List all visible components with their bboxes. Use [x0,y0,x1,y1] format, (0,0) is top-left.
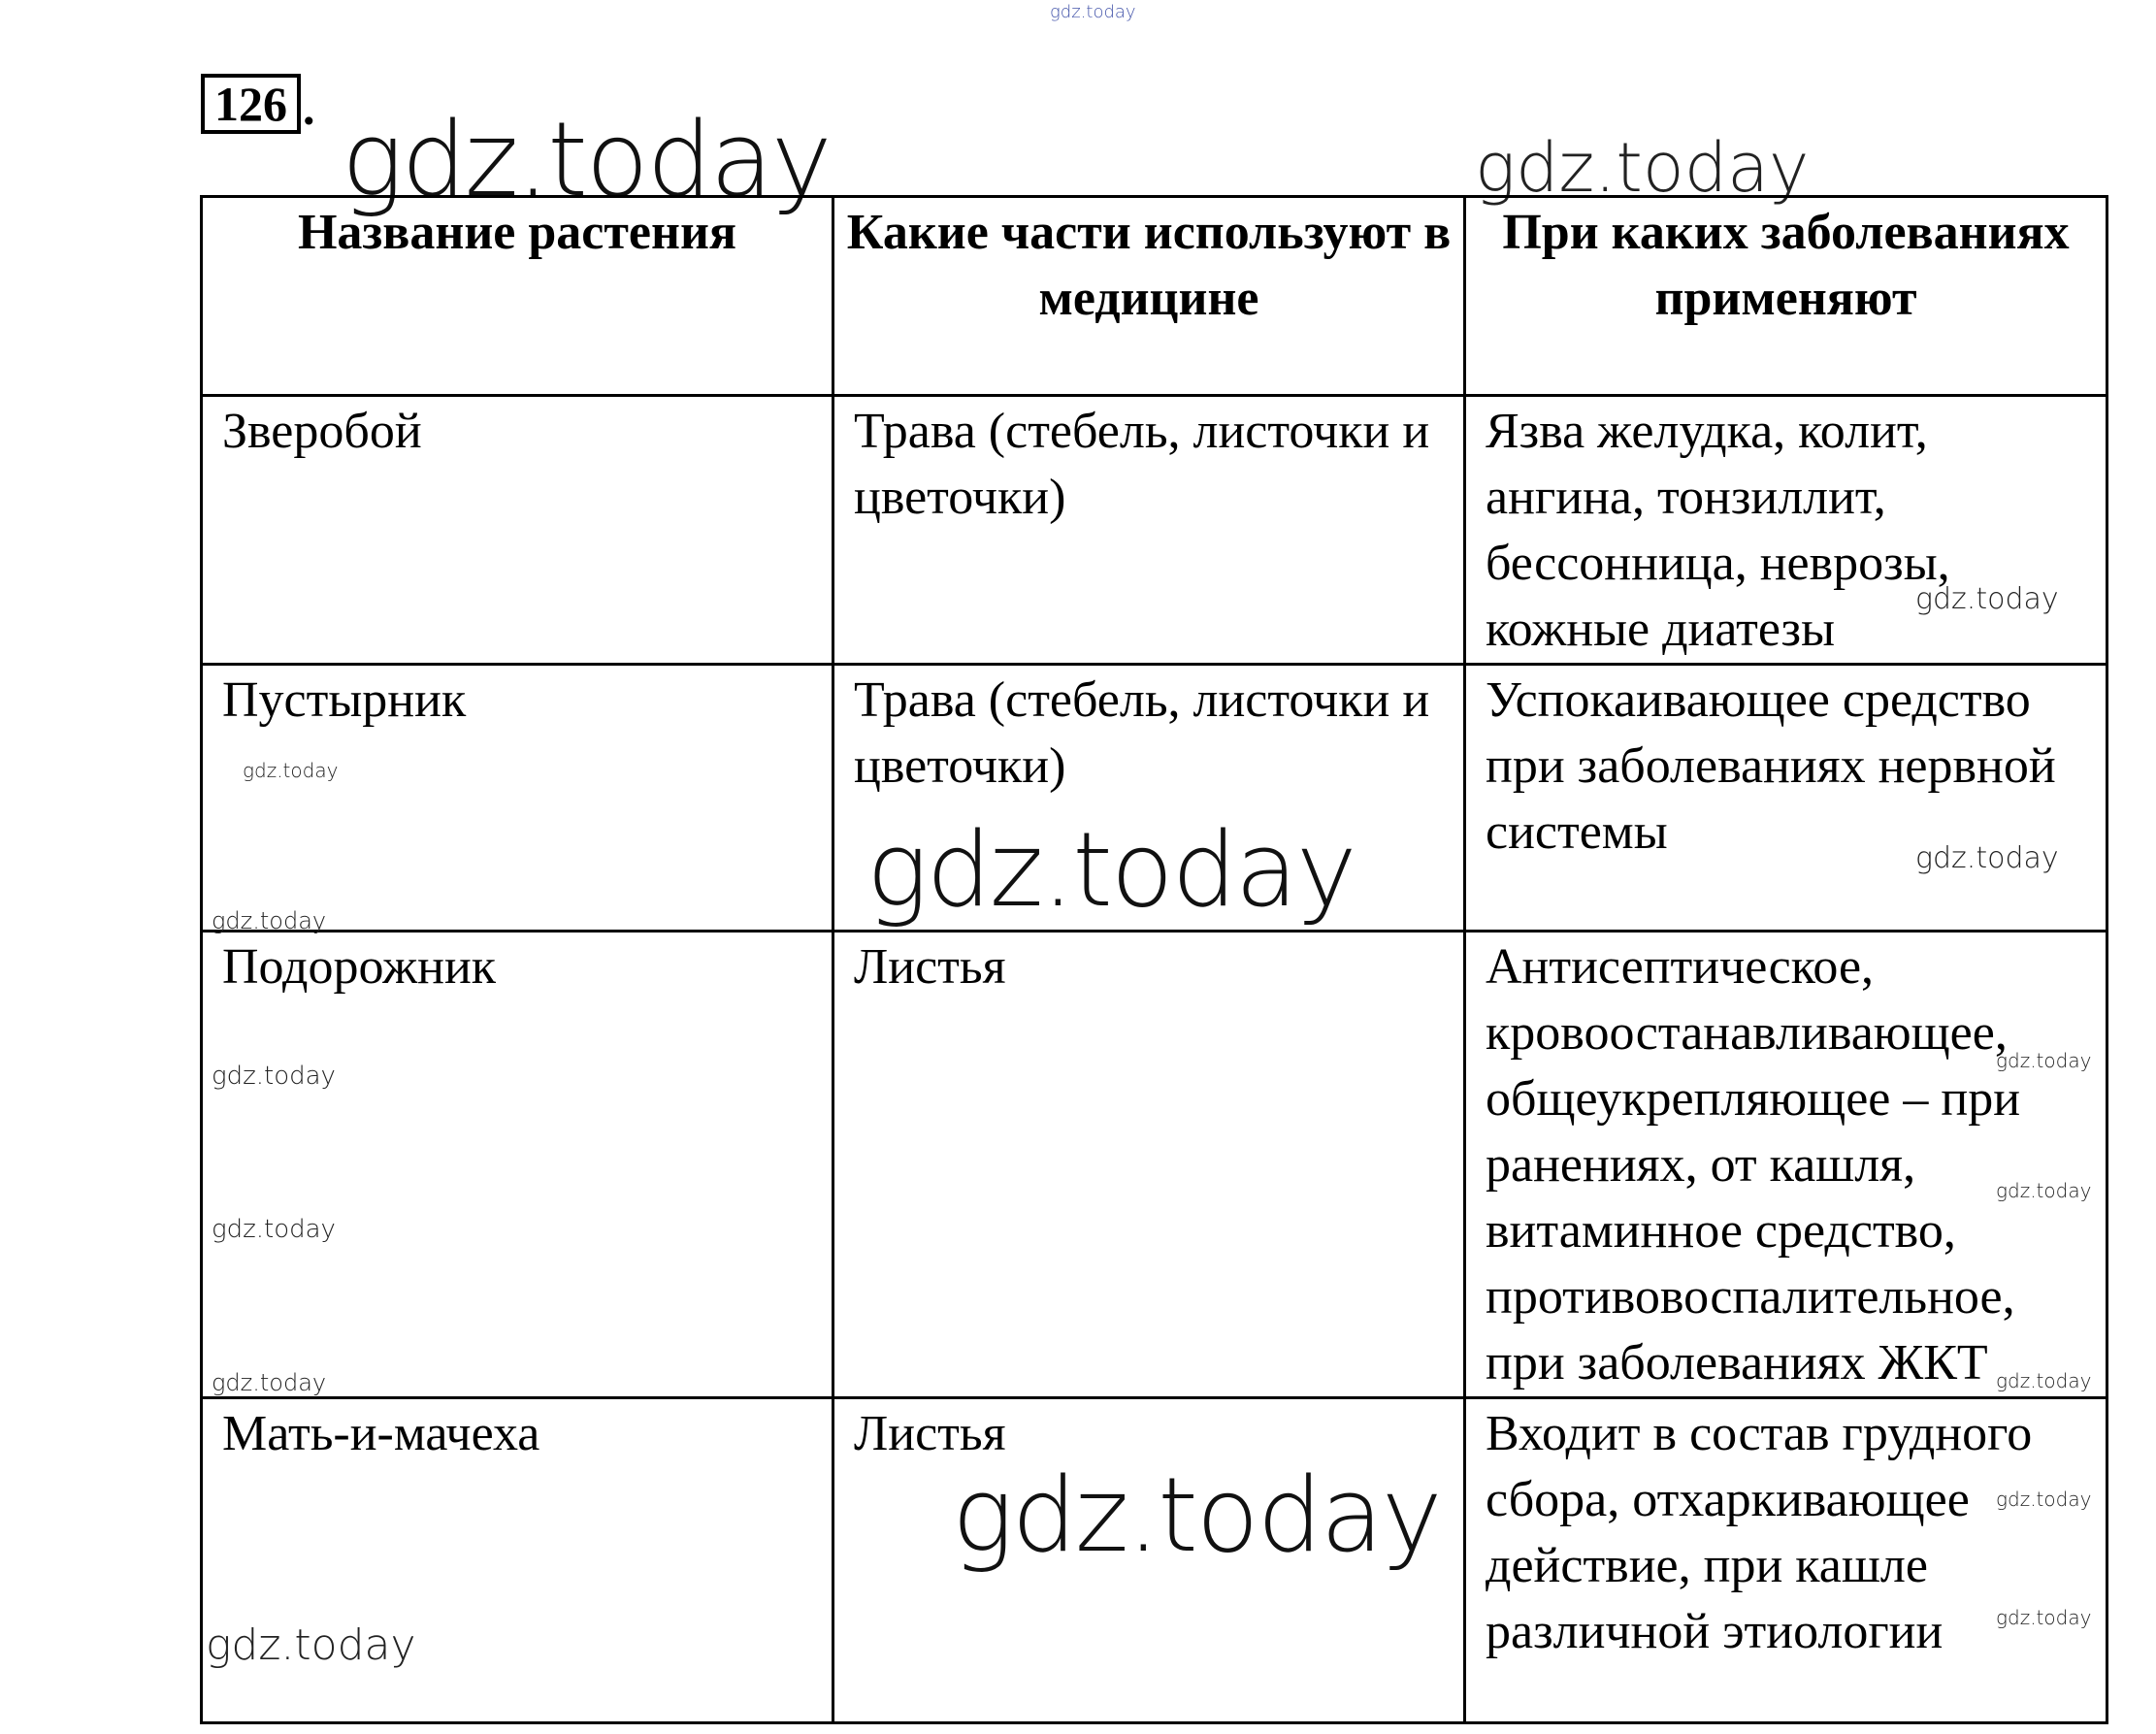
cell-diseases: Язва желудка, колит, ангина, тонзиллит, бессонница, неврозы, кожные диатезы [1465,396,2107,665]
header-plant-name: Название растения [202,197,833,396]
cell-parts: Трава (стебель, листочки и цветочки) [833,665,1465,932]
cell-parts: Трава (стебель, листочки и цветочки) [833,396,1465,665]
header-parts-used: Какие части используют в медицине [833,197,1465,396]
task-number [201,74,315,134]
watermark-small-r3d: gdz.today [212,1215,336,1244]
plants-table [200,195,2108,1724]
watermark-small-r4a: gdz.today [1996,1488,2092,1511]
cell-plant: Подорожник [202,932,833,1398]
watermark-large-1: gdz.today [342,100,831,219]
cell-plant: Зверобой [202,396,833,665]
cell-diseases: Входит в состав грудного сбора, отхаркивающее действие, при кашле различной этиологии [1465,1398,2107,1723]
watermark-small-r3b: gdz.today [212,1062,336,1091]
watermark-small-r3e: gdz.today [1996,1369,2092,1392]
watermark-medium-r4: gdz.today [206,1620,416,1670]
table-row [202,1398,2107,1723]
cell-parts: Листья [833,932,1465,1398]
watermark-large-4: gdz.today [952,1456,1441,1575]
cell-diseases: Антисептическое, кровоостанавливающее, общеукрепляющее – при ранениях, от кашля, витаминное средство, противовоспалительное, при заболеваниях ЖКТ [1465,932,2107,1398]
watermark-large-2: gdz.today [1475,128,1810,208]
watermark-small-r3f: gdz.today [212,1369,327,1396]
table-row [202,665,2107,932]
watermark-top: gdz.today [1050,2,1136,22]
table-row [202,932,2107,1398]
watermark-small-r3c: gdz.today [1996,1179,2092,1202]
watermark-small-r2a: gdz.today [243,759,339,782]
header-diseases: При каких заболеваниях применяют [1465,197,2107,396]
watermark-small-r4b: gdz.today [1996,1606,2092,1629]
table-row [202,396,2107,665]
table-header-row [202,197,2107,396]
cell-diseases: Успокаивающее средство при заболеваниях нервной системы [1465,665,2107,932]
watermark-large-3: gdz.today [866,810,1356,930]
watermark-small-r2b: gdz.today [1915,841,2059,875]
watermark-small-r2c: gdz.today [212,907,327,934]
task-number-box: 126 [201,74,301,134]
cell-plant: Мать-и-мачеха [202,1398,833,1723]
cell-parts: Листья [833,1398,1465,1723]
task-number-dot: . [303,81,315,135]
watermark-small-r3a: gdz.today [1996,1049,2092,1072]
watermark-small-r1: gdz.today [1915,582,2059,616]
cell-plant: Пустырник [202,665,833,932]
